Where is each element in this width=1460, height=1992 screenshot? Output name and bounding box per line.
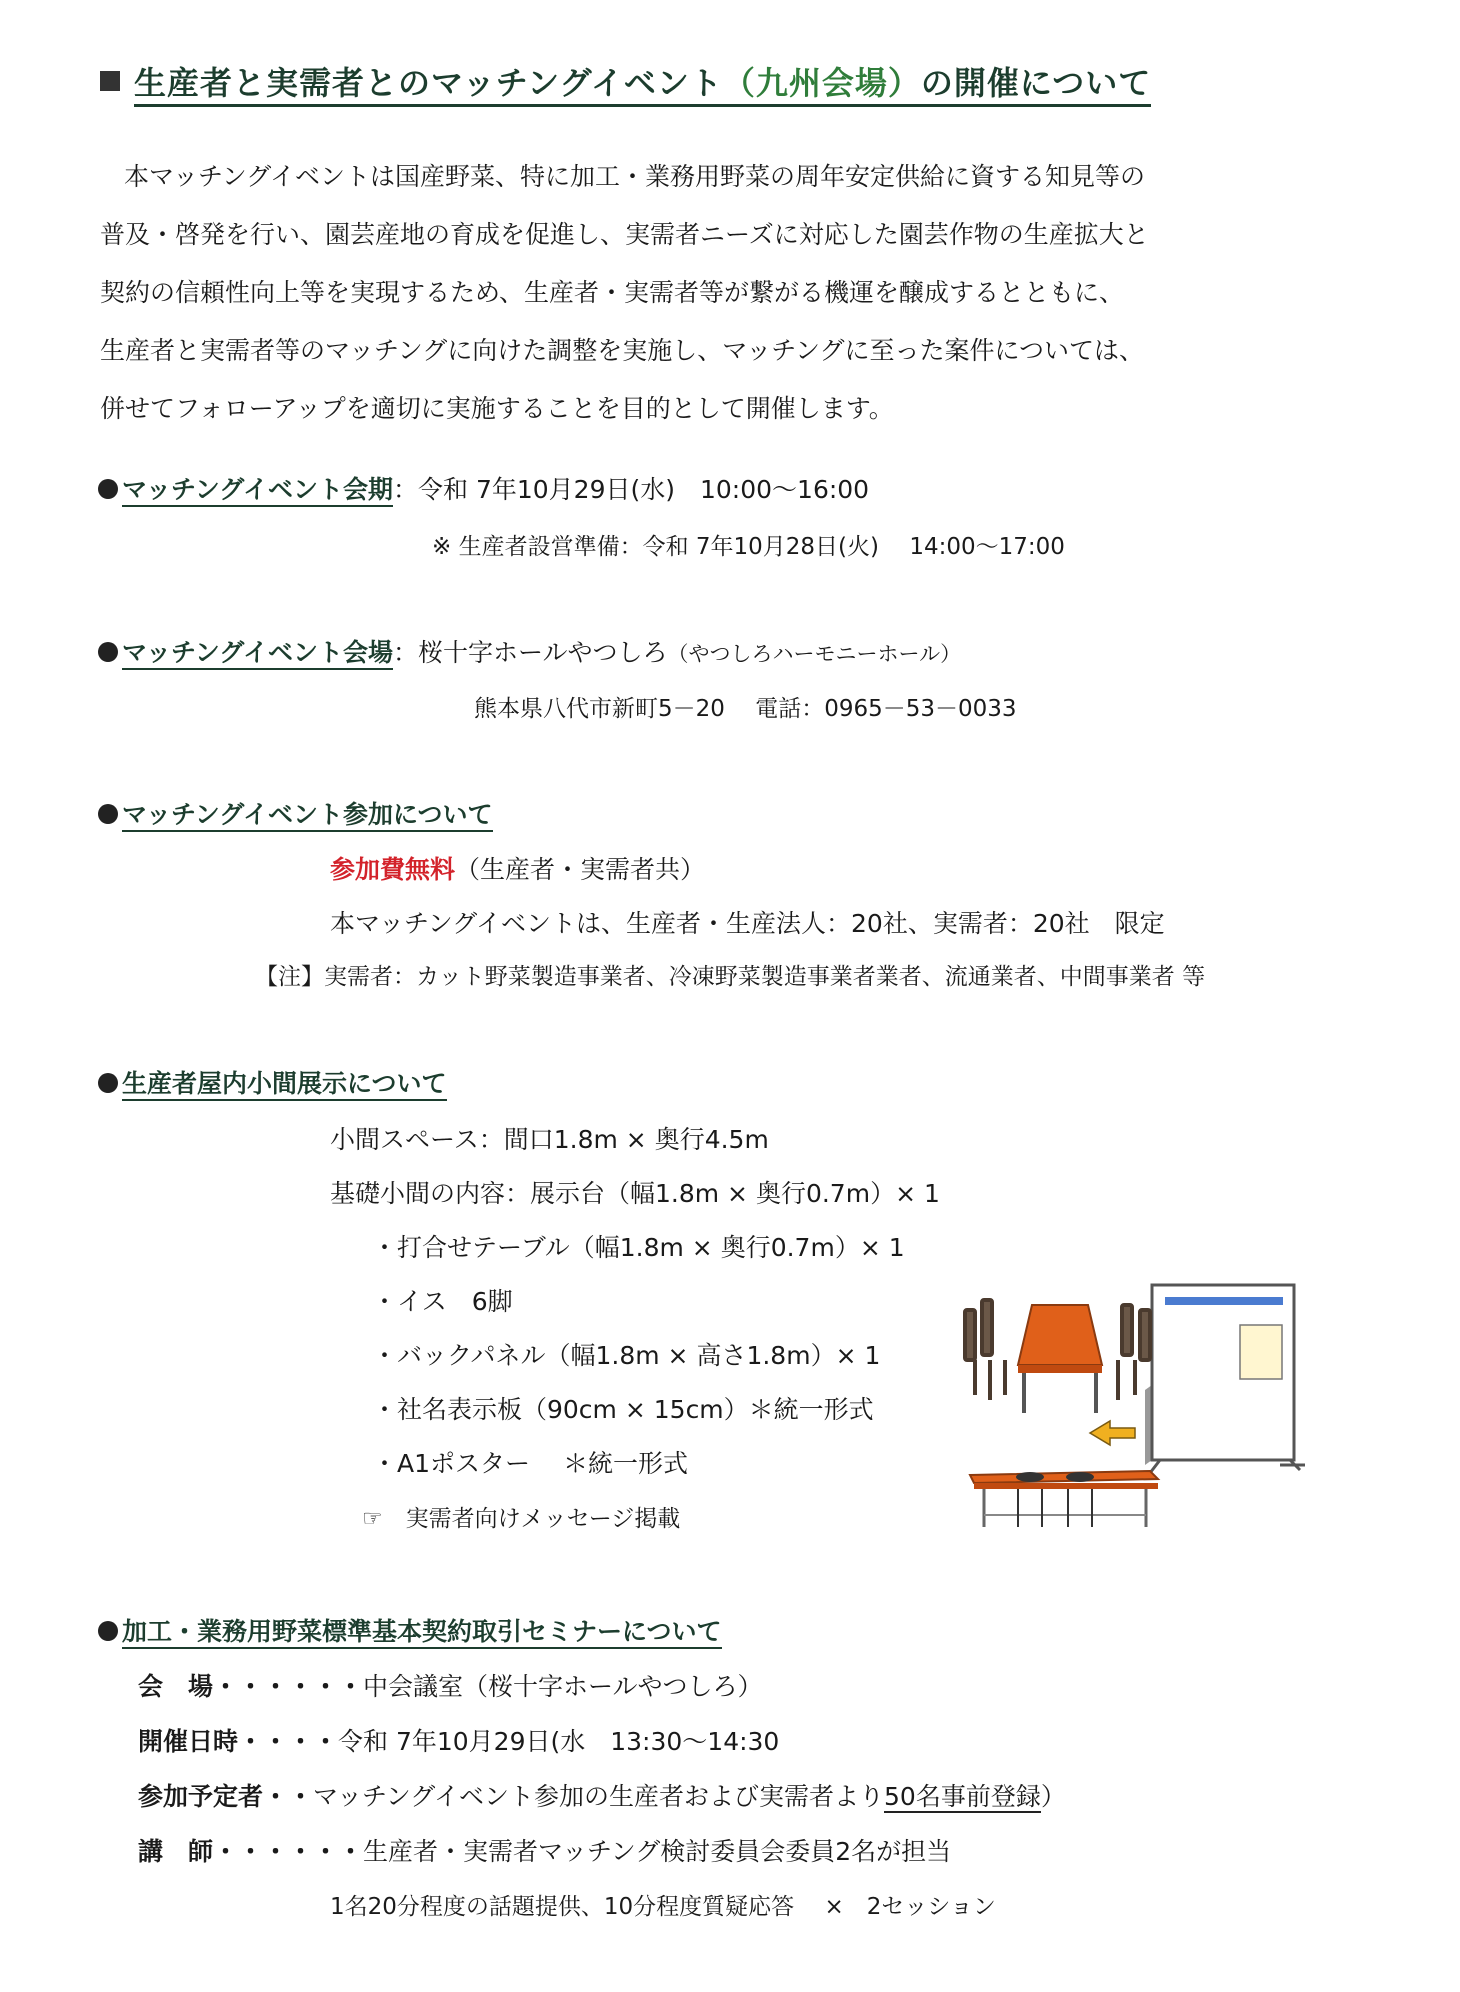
booth-layout-illustration [960,1265,1320,1535]
booth-item: ・イス 6脚 [372,1287,513,1316]
bullet-icon [98,1621,118,1641]
booth-message: ☞ 実需者向けメッセージ掲載 [362,1506,681,1532]
seminar-format: 1名20分程度の話題提供、10分程度質疑応答 × 2セッション [330,1894,996,1920]
fee-free-label: 参加費無料 [330,855,456,884]
booth-heading: 生産者屋内小間展示について [98,1064,447,1100]
bullet-icon [98,642,118,662]
arrow-left-icon [1090,1421,1135,1445]
title-highlight: （九州会場） [722,64,921,102]
bullet-icon [98,1073,118,1093]
venue-heading: マッチングイベント会場：桜十字ホールやつしろ（やつしろハーモニーホール） [98,633,961,669]
setup-note: ※ 生産者設営準備：令和 7年10月28日(火) 14:00～17:00 [432,534,1065,560]
intro-line: 普及・啓発を行い、園芸産地の育成を促進し、実需者ニーズに対応した園芸作物の生産拡大と [100,220,1149,249]
seminar-attendees: 参加予定者・・マッチングイベント参加の生産者および実需者より50名事前登録） [138,1782,1066,1811]
venue-sub: （やつしろハーモニーホール） [667,642,962,666]
intro-line: 本マッチングイベントは国産野菜、特に加工・業務用野菜の周年安定供給に資する知見等の [124,162,1146,191]
venue-value: ：桜十字ホールやつしろ [393,638,668,667]
fee-line [330,850,705,886]
back-panel-icon [1145,1285,1305,1473]
booth-item: ・バックパネル（幅1.8m × 高さ1.8m）× 1 [372,1341,881,1370]
bullet-icon [98,804,118,824]
seminar-venue: 会 場・・・・・・中会議室（桜十字ホールやつしろ） [138,1672,763,1701]
participant-note: 【注】実需者：カット野菜製造事業者、冷凍野菜製造事業者業者、流通業者、中間事業者 等 [255,964,1206,990]
period-heading: マッチングイベント会期：令和 7年10月29日(水) 10:00～16:00 [98,470,869,506]
seminar-lecturer: 講 師・・・・・・生産者・実需者マッチング検討委員会委員2名が担当 [138,1837,952,1866]
period-value: ：令和 7年10月29日(水) 10:00～16:00 [393,475,870,504]
square-bullet-icon [100,71,120,91]
booth-basic: 基礎小間の内容：展示台（幅1.8m × 奥行0.7m）× 1 [330,1179,940,1208]
seminar-heading: 加工・業務用野菜標準基本契約取引セミナーについて [98,1612,722,1648]
page-title: 生産者と実需者とのマッチングイベント（九州会場）の開催について [100,58,1151,104]
venue-address: 熊本県八代市新町5－20 電話：0965－53－0033 [474,696,1017,722]
seminar-date: 開催日時・・・・令和 7年10月29日(水 13:30～14:30 [138,1727,780,1756]
intro-paragraph [100,148,1149,438]
booth-space: 小間スペース：間口1.8m × 奥行4.5m [330,1125,769,1154]
display-table-icon [970,1471,1158,1527]
bullet-icon [98,479,118,499]
intro-line: 契約の信頼性向上等を実現するため、生産者・実需者等が繋がる機運を醸成するとともに、 [100,278,1125,307]
fee-note: （生産者・実需者共） [455,855,706,884]
intro-line: 生産者と実需者等のマッチングに向けた調整を実施し、マッチングに至った案件については、 [100,336,1145,365]
registration-count: 50名事前登録 [884,1782,1041,1811]
meeting-table-icon [1018,1305,1102,1413]
booth-item: ・A1ポスター ＊統一形式 [372,1449,688,1478]
participant-limit: 本マッチングイベントは、生産者・生産法人：20社、実需者：20社 限定 [330,909,1165,938]
booth-item: ・打合せテーブル（幅1.8m × 奥行0.7m）× 1 [372,1233,905,1262]
participation-heading: マッチングイベント参加について [98,795,493,831]
intro-line: 併せてフォローアップを適切に実施することを目的として開催します。 [100,394,894,423]
booth-item: ・社名表示板（90cm × 15cm）＊統一形式 [372,1395,874,1424]
